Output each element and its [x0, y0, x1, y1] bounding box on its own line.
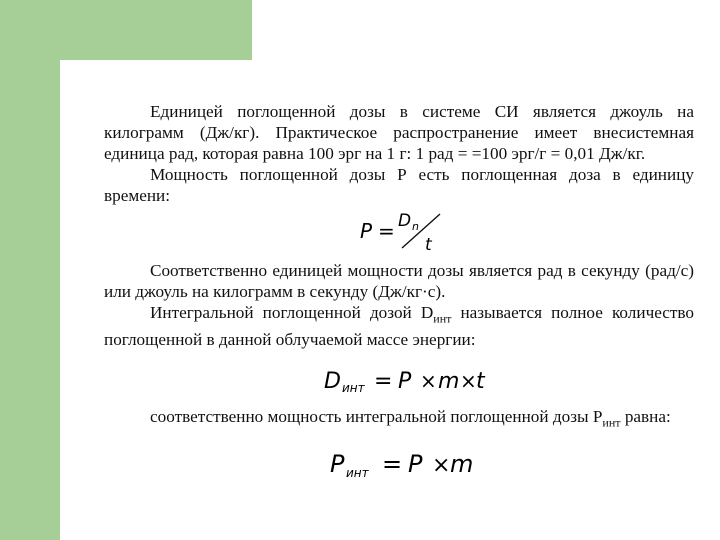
- formula2-times-2: ×: [460, 369, 477, 394]
- formula-dose-rate-svg: [104, 210, 694, 256]
- integral-dose-subscript: инт: [433, 311, 452, 326]
- left-accent-bar: [0, 0, 60, 540]
- top-accent-bar: [60, 0, 252, 60]
- paragraph-integral-dose: [104, 302, 694, 350]
- formula3-lhs: P: [330, 449, 345, 478]
- formula2-eq: =: [374, 369, 393, 395]
- integral-rate-subscript: инт: [602, 415, 621, 430]
- formula3-term-p: P: [408, 449, 423, 478]
- slide-body: [104, 101, 694, 488]
- formula1-numerator-sub: n: [412, 220, 419, 233]
- formula-integral-rate: [104, 440, 694, 488]
- formula3-term-m: m: [450, 449, 474, 478]
- paragraph-dose-rate: Мощность поглощенной дозы Р есть поглощенная доза в единицу времени:: [104, 165, 694, 205]
- formula2-term-m: m: [438, 369, 460, 395]
- integral-dose-text-a: Интегральной поглощенной дозой D: [150, 303, 434, 322]
- formula-dose-rate: [104, 210, 694, 256]
- formula-integral-dose-svg: [104, 356, 694, 402]
- formula1-lhs: P: [360, 219, 373, 243]
- formula2-term-p: P: [398, 369, 412, 395]
- rounded-corner: [60, 60, 100, 100]
- integral-rate-text-a: соответственно мощность интегральной поглощенной дозы Р: [150, 407, 603, 427]
- formula3-eq: =: [382, 449, 403, 478]
- formula-integral-rate-svg: [104, 440, 694, 488]
- formula1-numerator: D: [398, 211, 412, 231]
- integral-rate-text-b: равна:: [620, 407, 671, 427]
- paragraph-rate-unit: Соответственно единицей мощности дозы является рад в секунду (рад/с) или джоуль на килограмм в секунду (Дж/кг·с).: [104, 261, 694, 301]
- formula1-eq: =: [378, 219, 395, 243]
- paragraph-integral-rate: [104, 406, 694, 433]
- formula3-times: ×: [432, 452, 451, 478]
- formula2-term-t: t: [476, 369, 485, 395]
- formula2-lhs-sub: инт: [342, 381, 365, 396]
- paragraph-dose-unit: Единицей поглощенной дозы в системе СИ является джоуль на килограмм (Дж/кг). Практическое распространение имеет внесистемная единица рад, которая равна 100 эрг на 1 г: 1 рад = =100 эрг/г = 0,01 Дж/кг.: [104, 102, 694, 163]
- integral-dose-text-b: называется полное количество поглощенной в данной облучаемой массе энергии:: [104, 303, 695, 350]
- formula3-lhs-sub: инт: [346, 465, 369, 480]
- formula2-times-1: ×: [420, 369, 437, 394]
- formula-integral-dose: [104, 356, 694, 402]
- formula1-denominator: t: [425, 235, 432, 255]
- formula2-lhs: D: [324, 369, 341, 395]
